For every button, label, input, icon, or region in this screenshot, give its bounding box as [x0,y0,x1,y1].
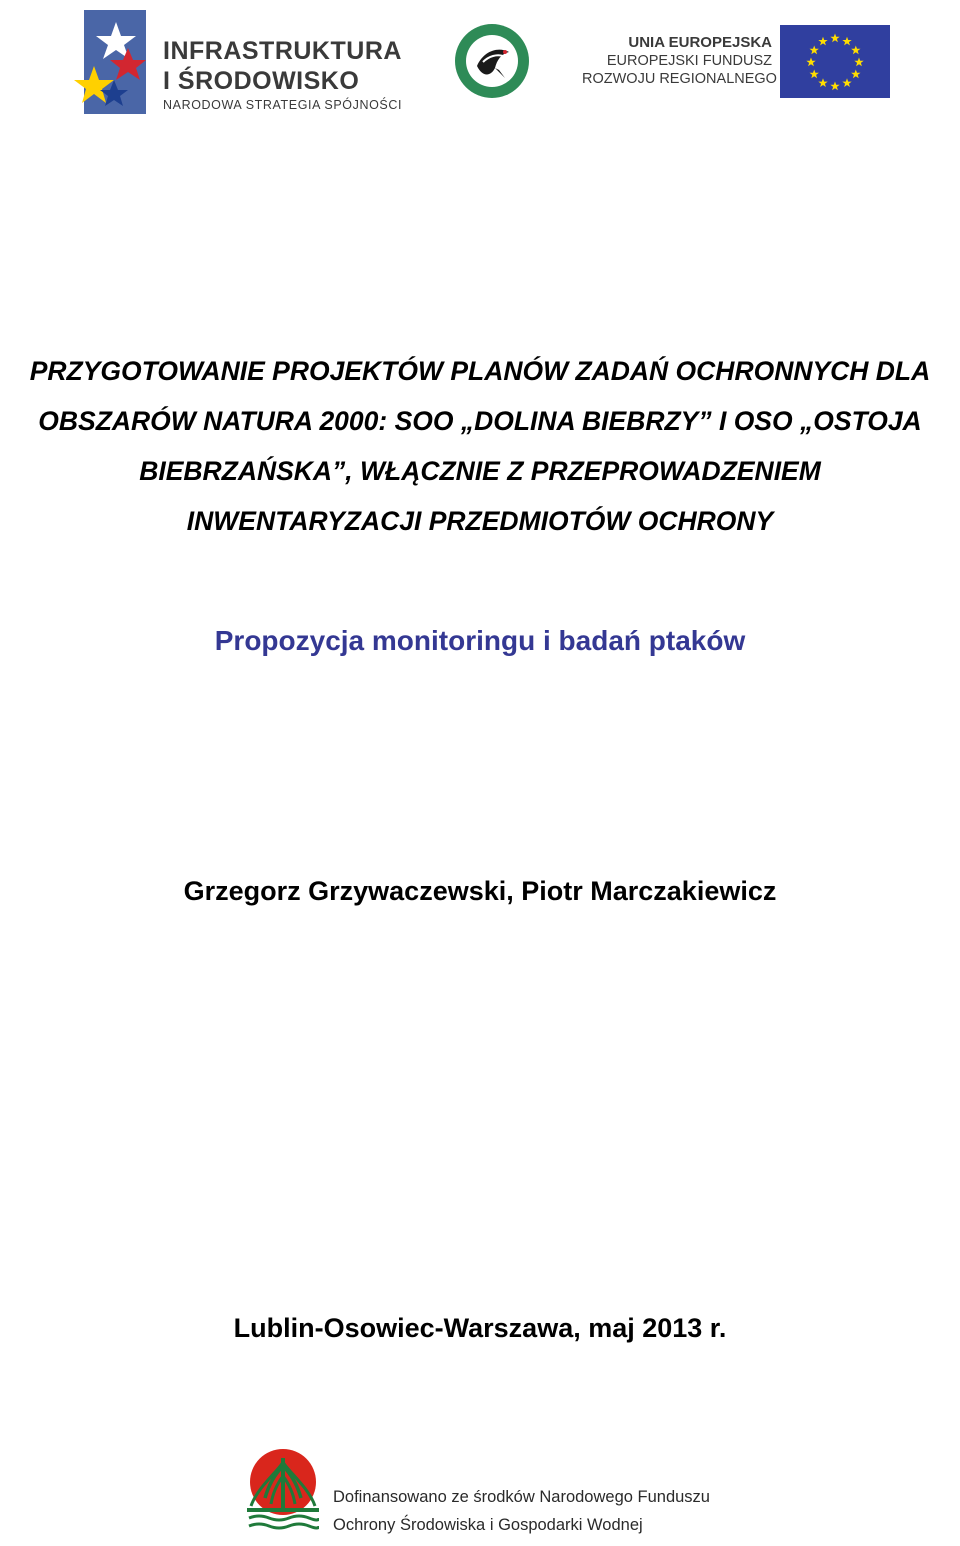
logo-is-line3: NARODOWA STRATEGIA SPÓJNOŚCI [163,98,403,112]
infrastruktura-logo-text [163,36,403,114]
eu-line2: EUROPEJSKI FUNDUSZ [606,53,772,69]
eu-line3: ROZWOJU REGIONALNEGO [582,71,777,87]
title-line-3: BIEBRZAŃSKA”, WŁĄCZNIE Z PRZEPROWADZENIEM [139,456,821,486]
nfosigw-tree-emblem-icon [247,1448,319,1532]
eu-flag-icon [780,25,890,98]
title-line-2: OBSZARÓW NATURA 2000: SOO „DOLINA BIEBRZY” I OSO „OSTOJA [38,406,922,436]
funding-statement [333,1483,753,1539]
place-and-date: Lublin-Osowiec-Warszawa, maj 2013 r. [233,1313,727,1343]
title-line-1: PRZYGOTOWANIE PROJEKTÓW PLANÓW ZADAŃ OCHRONNYCH DLA [29,356,931,386]
document-authors: Grzegorz Grzywaczewski, Piotr Marczakiewicz [183,876,777,906]
nfosigw-logo [247,1448,319,1532]
logo-is-line2: I ŚRODOWISKO [163,67,360,95]
funding-line-1: Dofinansowano ze środków Narodowego Funduszu [333,1488,710,1506]
document-subtitle: Propozycja monitoringu i badań ptaków [214,625,746,656]
eu-logo-text [582,34,777,88]
biebrzanski-park-narodowy-logo [453,22,531,100]
funding-line-2: Ochrony Środowiska i Gospodarki Wodnej [333,1516,643,1534]
infrastruktura-star-flag-icon [70,8,150,120]
document-title [0,346,960,546]
biebrza-bird-emblem-icon [453,22,531,100]
eu-line1: UNIA EUROPEJSKA [628,34,772,51]
title-line-4: INWENTARYZACJI PRZEDMIOTÓW OCHRONY [186,506,774,536]
logo-is-line1: INFRASTRUKTURA [163,37,402,65]
